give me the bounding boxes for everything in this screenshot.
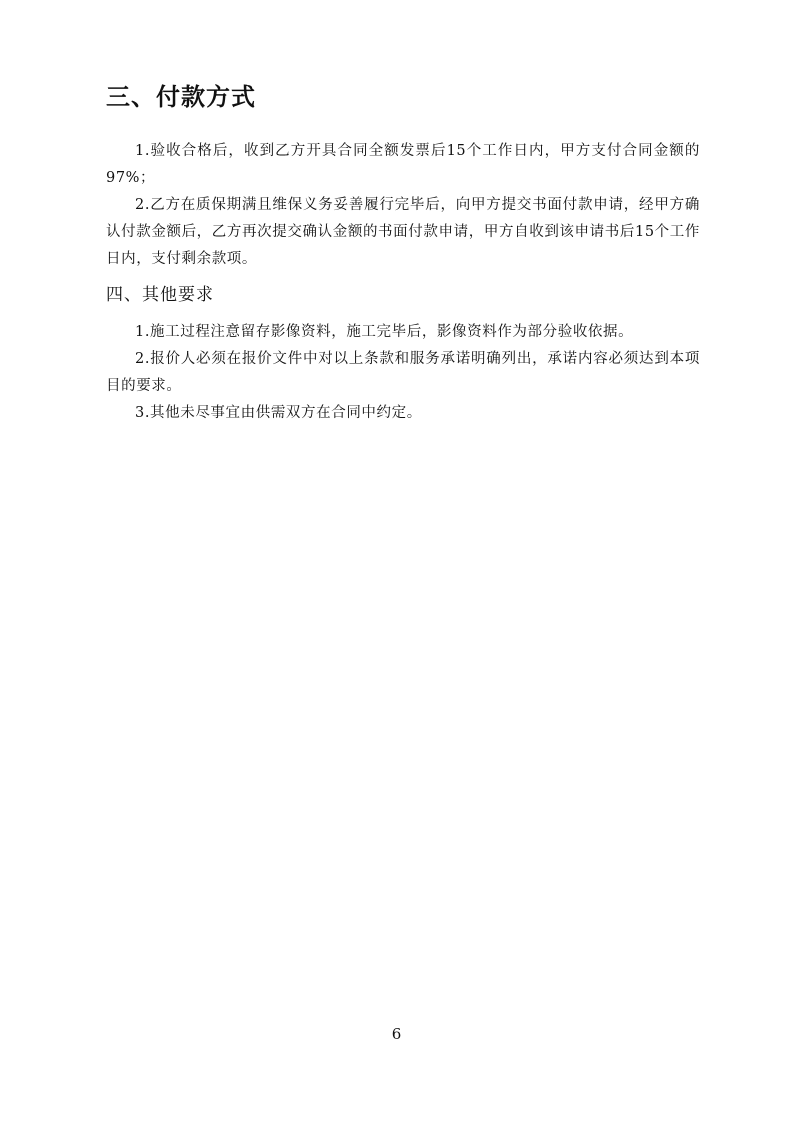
- page-content: [106, 78, 700, 427]
- section-heading-other-requirements: 四、其他要求: [106, 285, 214, 305]
- payment-clause-1: 1.验收合格后，收到乙方开具合同全额发票后15个工作日内，甲方支付合同金额的97%；: [106, 143, 700, 186]
- page-number: 6: [391, 1025, 402, 1043]
- other-requirement-2: 2.报价人必须在报价文件中对以上条款和服务承诺明确列出，承诺内容必须达到本项目的要求。: [106, 351, 700, 394]
- section-heading-payment-method: 三、付款方式: [106, 83, 256, 111]
- payment-clause-2: 2.乙方在质保期满且维保义务妥善履行完毕后，向甲方提交书面付款申请，经甲方确认付款金额后，乙方再次提交确认金额的书面付款申请，甲方自收到该申请书后15个工作日内，支付剩余款项。: [106, 197, 700, 267]
- other-requirement-1: 1.施工过程注意留存影像资料，施工完毕后，影像资料作为部分验收依据。: [135, 324, 634, 340]
- other-requirement-3: 3.其他未尽事宜由供需双方在合同中约定。: [135, 405, 422, 421]
